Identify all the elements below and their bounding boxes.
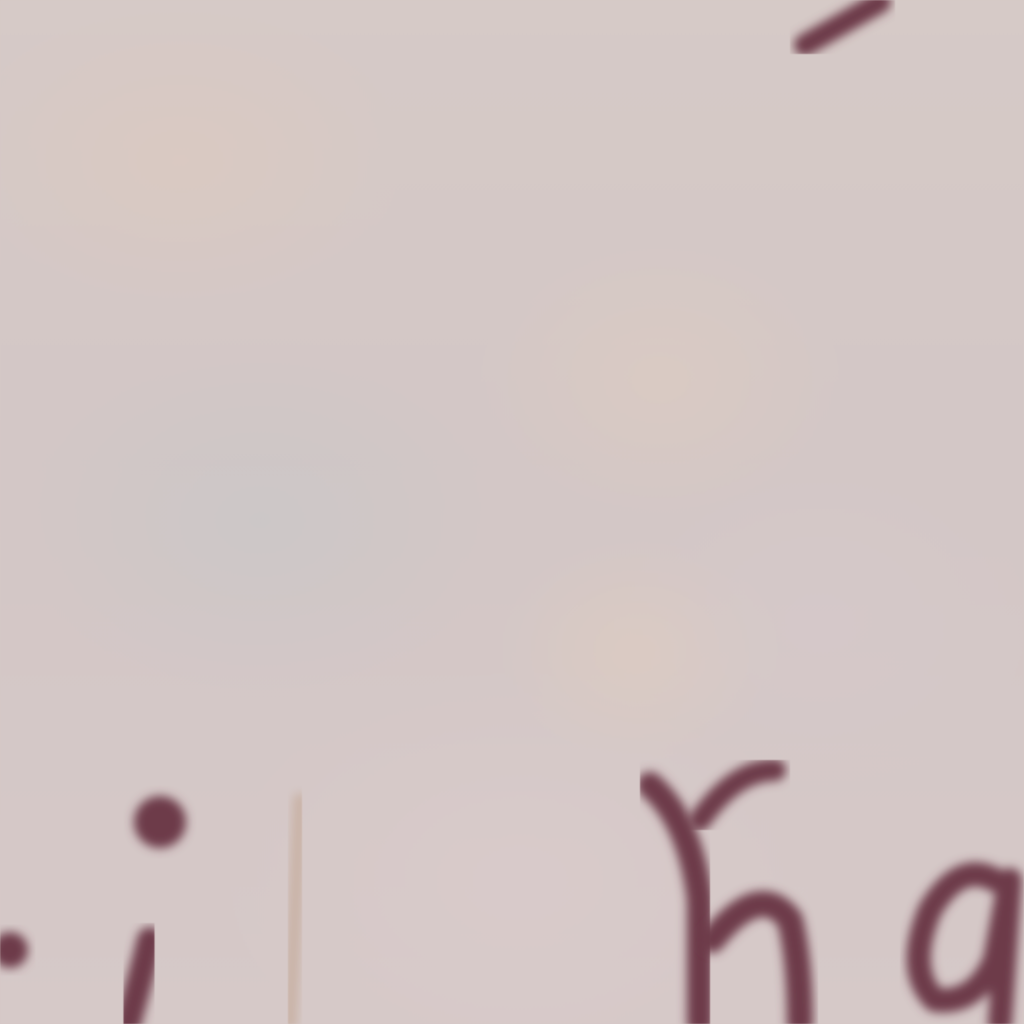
ink-letter-h-arch [712,904,800,1024]
ink-stroke-i-stem [128,940,150,1024]
ink-stroke-top-right [805,2,880,45]
ink-dot-i [134,796,186,848]
ink-faint-stroke [290,800,300,1024]
ink-letter-a [919,874,1010,1024]
ink-letter-h-top [700,770,775,820]
ink-mark-left-edge [0,932,28,968]
